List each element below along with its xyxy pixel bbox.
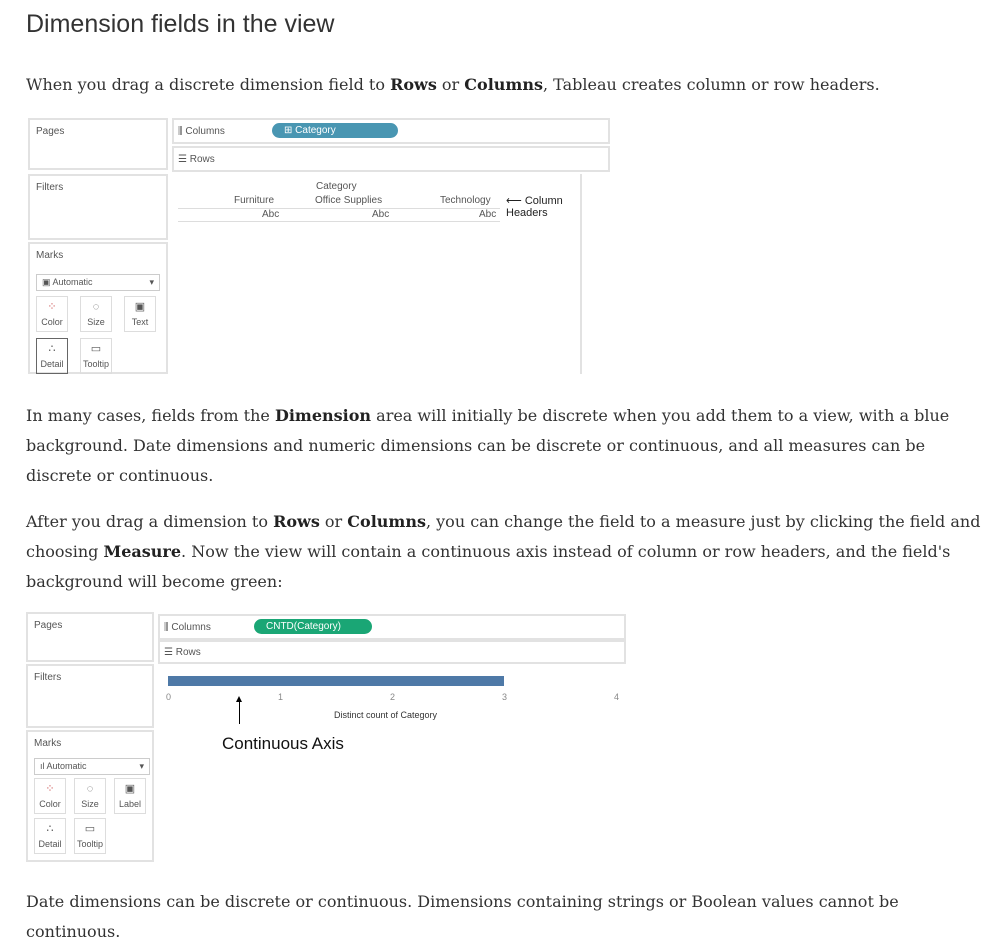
column-headers-annotation: ⟵ Column Headers — [506, 195, 563, 219]
category-pill[interactable]: ⊞ Category — [272, 123, 398, 138]
continuous-axis-annotation: Continuous Axis — [222, 734, 344, 753]
page-title: Dimension fields in the view — [26, 10, 335, 38]
detail-card[interactable]: ∴ Detail — [34, 818, 66, 854]
column-header: Office Supplies — [315, 195, 383, 206]
axis-tick: 1 — [278, 692, 284, 702]
column-header: Technology — [440, 195, 491, 206]
rows-shelf-label: ☰ Rows — [178, 154, 215, 165]
axis-tick: 0 — [166, 692, 172, 702]
size-card[interactable]: ◌ Size — [80, 296, 112, 332]
text-card[interactable]: ▣ Text — [124, 296, 156, 332]
marks-label: Marks — [36, 250, 64, 261]
pages-label: Pages — [34, 620, 63, 631]
paragraph-1: When you drag a discrete dimension field to Rows or Columns, Tableau creates column or row headers. — [26, 75, 880, 94]
axis-title: Distinct count of Category — [334, 710, 438, 720]
tooltip-card[interactable]: ▭ Tooltip — [80, 338, 112, 374]
color-card[interactable]: ⁘ Color — [36, 296, 68, 332]
cell: Abc — [262, 209, 280, 220]
axis-tick: 4 — [614, 692, 620, 702]
column-header: Furniture — [234, 195, 275, 206]
paragraph-3: After you drag a dimension to Rows or Columns, you can change the field to a measure just by clicking the field and choosing Measure. Now the view will contain a continuous axis instead of column or row headers, and the field's background will become green: — [26, 512, 981, 591]
detail-card[interactable]: ∴ Detail — [36, 338, 68, 374]
tooltip-card[interactable]: ▭ Tooltip — [74, 818, 106, 854]
label-card[interactable]: ▣ Label — [114, 778, 146, 814]
filters-label: Filters — [34, 672, 62, 683]
cell: Abc — [479, 209, 497, 220]
pages-label: Pages — [36, 126, 65, 137]
marks-label: Marks — [34, 738, 62, 749]
filters-label: Filters — [36, 182, 64, 193]
view-area — [158, 668, 626, 862]
paragraph-2: In many cases, fields from the Dimension area will initially be discrete when you add them to a view, with a blue background. Date dimensions and numeric dimensions can be discrete or continuous, and all measures can be discrete or continuous. — [26, 406, 950, 485]
cntd-category-pill[interactable]: CNTD(Category) — [254, 619, 372, 634]
axis-tick: 2 — [390, 692, 396, 702]
color-card[interactable]: ⁘ Color — [34, 778, 66, 814]
columns-shelf-label: ⫼ Columns — [178, 126, 225, 137]
columns-shelf-label: ⫼ Columns — [164, 622, 211, 633]
mark-type-select[interactable]: ▣ Automatic ▾ — [36, 274, 160, 291]
view-area — [172, 174, 582, 374]
paragraph-4: Date dimensions can be discrete or continuous. Dimensions containing strings or Boolean values cannot be continuous. — [26, 892, 899, 941]
bar-mark — [168, 676, 504, 686]
size-card[interactable]: ◌ Size — [74, 778, 106, 814]
header-title: Category — [316, 181, 357, 192]
mark-type-select[interactable]: ıl Automatic ▾ — [34, 758, 150, 775]
axis-tick: 3 — [502, 692, 508, 702]
tableau-discrete-screenshot — [28, 118, 583, 374]
tableau-continuous-screenshot — [26, 612, 626, 862]
cell: Abc — [372, 209, 390, 220]
rows-shelf-label: ☰ Rows — [164, 647, 201, 658]
